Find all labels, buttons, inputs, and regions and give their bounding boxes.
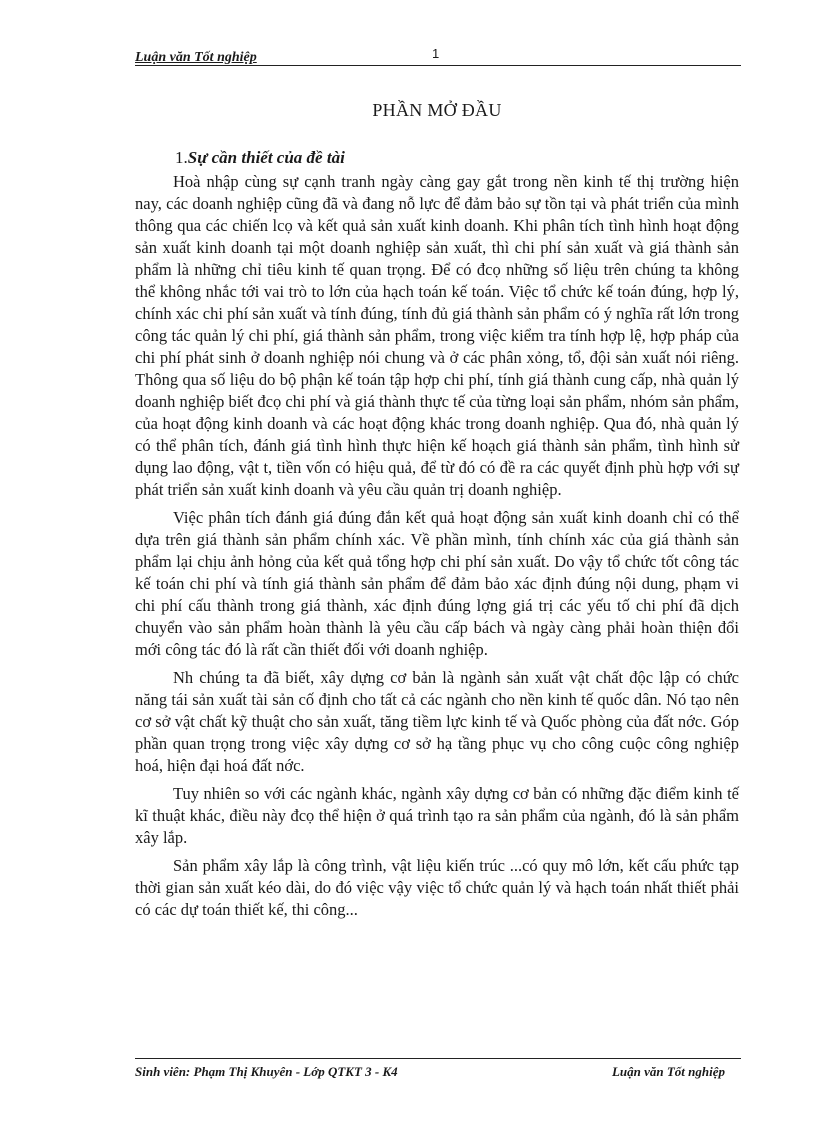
header-title: Luận văn Tốt nghiệp <box>135 50 257 65</box>
paragraph-5: Sản phẩm xây lắp là công trình, vật liệu kiến trúc ...có quy mô lớn, kết cấu phức tạp thời gian sản xuất kéo dài, do đó việc vậy việc tổ chức quản lý và hạch toán nhất thiết phải có các dự toán thiết kế, thi công... <box>135 856 739 919</box>
document-title: PHẦN MỞ ĐẦU <box>372 100 502 120</box>
document-body <box>135 100 739 927</box>
section-number: 1. <box>175 148 188 167</box>
footer-thesis-label: Luận văn Tốt nghiệp <box>611 1064 725 1079</box>
section-title: Sự cần thiết của đề tài <box>187 148 345 167</box>
footer-student: Sinh viên: Phạm Thị Khuyên - Lớp QTKT 3 - K4 <box>135 1064 398 1079</box>
section-heading <box>135 147 739 169</box>
page-number: 1 <box>432 46 440 61</box>
paragraph-1: Hoà nhập cùng sự cạnh tranh ngày càng gay gắt trong nền kinh tế thị trường hiện nay, các doanh nghiệp cũng đã và đang nỗ lực để đảm bảo sự tồn tại và phát triển của mình thông qua các chiến lcọ và kết quả sản xuất kinh doanh. Khi phân tích tình hình hoạt động sản xuất kinh doanh tại một doanh nghiệp sản xuất, thì chi phí sản xuất và giá thành sản phẩm là những chỉ tiêu kinh tế quan trọng. Để có đcọ những số liệu trên chúng ta không thể không nhắc tới vai trò to lớn của hạch toán kế toán. Việc tổ chức kế toán đúng, hợp lý, chính xác chi phí sản xuất và tính đúng, tính đủ giá thành sản phẩm có ý nghĩa rất lớn trong công tác quản lý chi phí, giá thành sản phẩm, trong việc kiểm tra tính hợp lệ, hợp pháp của chi phí phát sinh ở doanh nghiệp nói chung và ở các phân xỏng, tổ, đội sản xuất nói riêng. Thông qua số liệu do bộ phận kế toán tập hợp chi phí, tính giá thành cung cấp, nhà quản lý doanh nghiệp biết đcọ chi phí và giá thành thực tế của từng loại sản phẩm, nhóm sản phẩm, của hoạt động kinh doanh và các hoạt động khác trong doanh nghiệp. Qua đó, nhà quản lý có thể phân tích, đánh giá tình hình thực hiện kế hoạch giá thành sản phẩm, tình hình sử dụng lao động, vật t, tiền vốn có hiệu quả, để từ đó có đề ra các quyết định phù hợp với sự phát triển sản xuất kinh doanh và yêu cầu quản trị doanh nghiệp. <box>135 172 739 499</box>
paragraph-2: Việc phân tích đánh giá đúng đắn kết quả hoạt động sản xuất kinh doanh chỉ có thể dựa trên giá thành sản phẩm chính xác. Về phần mình, tính chính xác của giá thành sản phẩm lại chịu ảnh hỏng của kết quả tổng hợp chi phí sản xuất. Do vậy tổ chức tốt công tác kế toán chi phí và tính giá thành sản phẩm để đảm bảo xác định đúng nội dung, phạm vi chi phí cấu thành trong giá thành, xác định đúng lợng giá trị các yếu tố chi phí đã dịch chuyển vào sản phẩm hoàn thành là yêu cầu cấp bách và ngày càng phải hoàn thiện đổi mới công tác đó là rất cần thiết đối với doanh nghiệp. <box>135 508 739 659</box>
paragraph-4: Tuy nhiên so với các ngành khác, ngành xây dựng cơ bản có những đặc điểm kinh tế kĩ thuật khác, điều này đcọ thể hiện ở quá trình tạo ra sản phẩm của ngành, đó là sản phẩm xây lắp. <box>135 784 739 847</box>
paragraph-3: Nh chúng ta đã biết, xây dựng cơ bản là ngành sản xuất vật chất độc lập có chức năng tái sản xuất tài sản cố định cho tất cả các ngành cho nền kinh tế quốc dân. Nó tạo nên cơ sở vật chất kỹ thuật cho sản xuất, tăng tiềm lực kinh tế và Quốc phòng của đất nớc. Góp phần quan trọng trong việc xây dựng cơ sở hạ tầng phục vụ cho công cuộc công nghiệp hoá, hiện đại hoá đất nớc. <box>135 668 739 775</box>
page-header <box>135 46 741 68</box>
header-divider <box>135 65 741 66</box>
page-footer <box>135 1058 741 1088</box>
footer-divider <box>135 1058 741 1059</box>
